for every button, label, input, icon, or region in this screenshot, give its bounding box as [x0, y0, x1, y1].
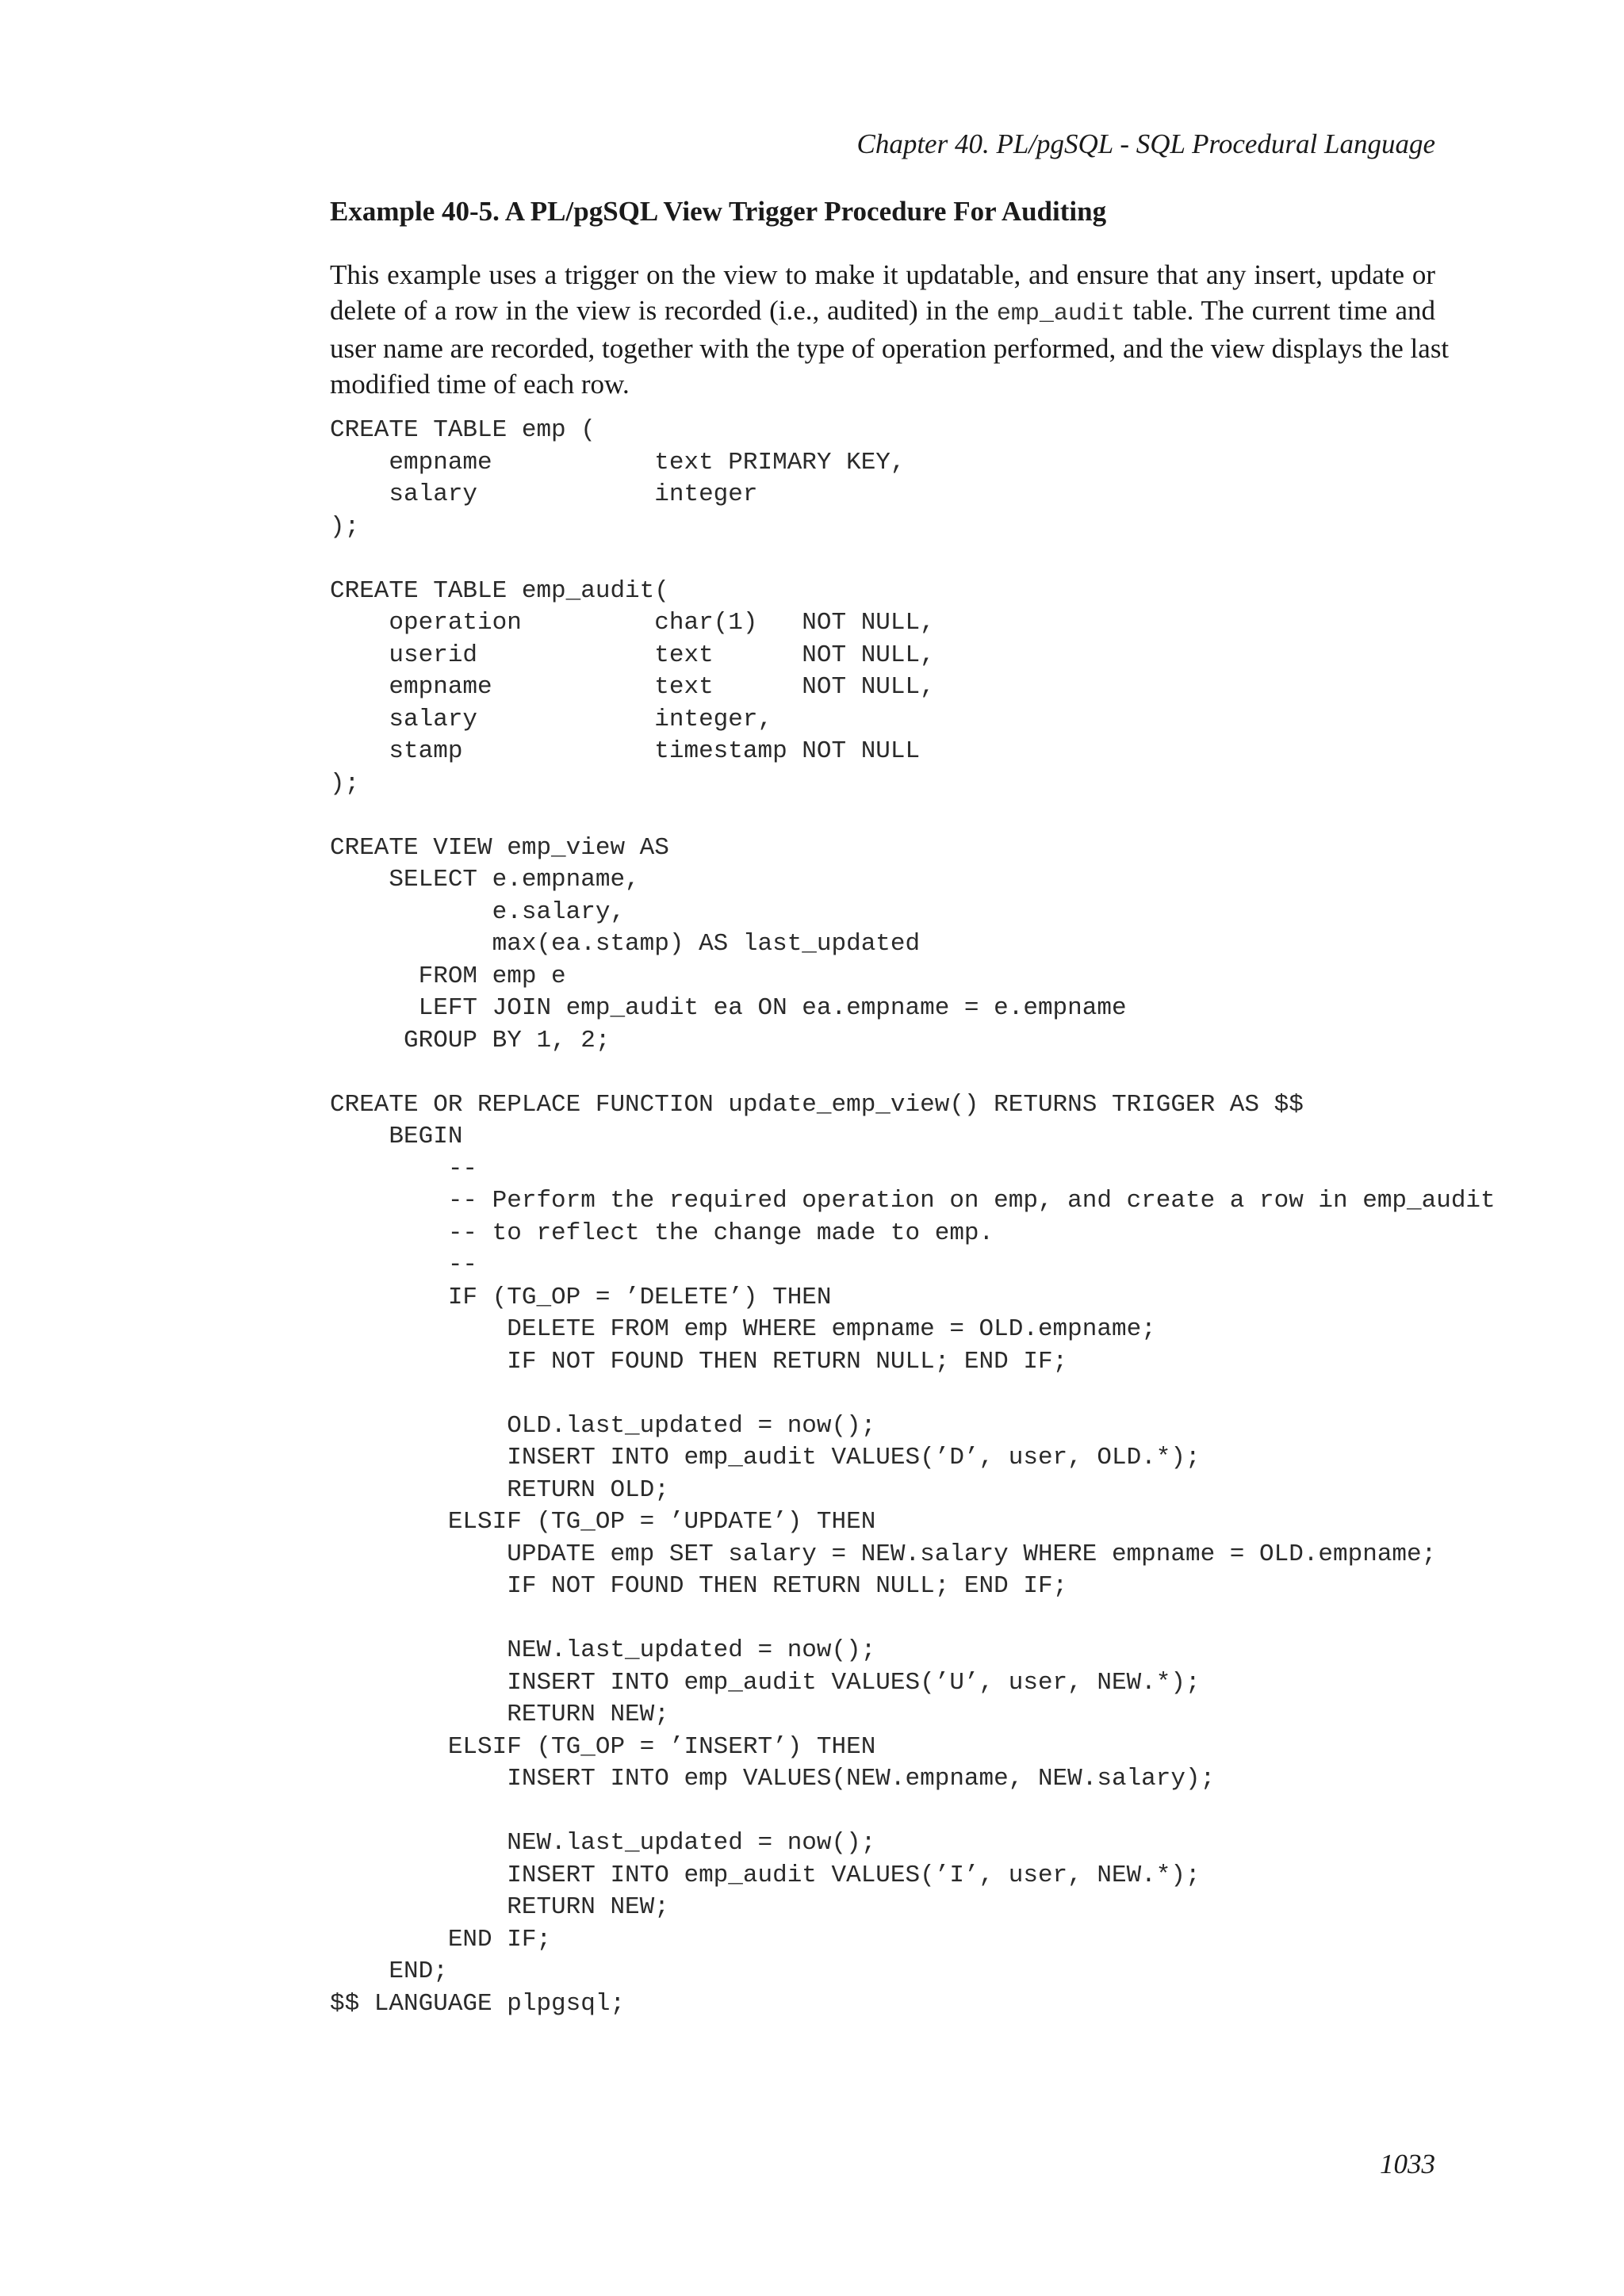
- inline-code-emp-audit: emp_audit: [996, 300, 1125, 327]
- intro-line-2-before: delete of a row in the view is recorded (i.e., audited) in the: [330, 294, 997, 326]
- code-listing: CREATE TABLE emp ( empname text PRIMARY KEY, salary integer ); CREATE TABLE emp_audit( operation char(1) NOT NULL, userid text NOT NULL, empname text NOT NULL, salary integer, stamp timestamp NOT NULL ); CREATE VIEW emp_view AS SELECT e.empname, e.salary, max(ea.stamp) AS last_updated FROM emp e LEFT JOIN emp_audit ea ON ea.empname = e.empname GROUP BY 1, 2; CREATE OR REPLACE FUNCTION update_emp_view() RETURNS TRIGGER AS $$ BEGIN -- -- Perform the required operation on emp, and create a row in emp_audit -- to reflect the change made to emp. -- IF (TG_OP = ’DELETE’) THEN DELETE FROM emp WHERE empname = OLD.empname; IF NOT FOUND THEN RETURN NULL; END IF; OLD.last_updated = now(); INSERT INTO emp_audit VALUES(’D’, user, OLD.*); RETURN OLD; ELSIF (TG_OP = ’UPDATE’) THEN UPDATE emp SET salary = NEW.salary WHERE empname = OLD.empname; IF NOT FOUND THEN RETURN NULL; END IF; NEW.last_updated = now(); INSERT INTO emp_audit VALUES(’U’, user, NEW.*); RETURN NEW; ELSIF (TG_OP = ’INSERT’) THEN INSERT INTO emp VALUES(NEW.empname, NEW.salary); NEW.last_updated = now(); INSERT INTO emp_audit VALUES(’I’, user, NEW.*); RETURN NEW; END IF; END; $$ LANGUAGE plpgsql;: [330, 416, 1496, 2018]
- intro-line-2-after: table. The current time and: [1124, 294, 1435, 326]
- intro-line-4: modified time of each row.: [330, 368, 630, 400]
- intro-paragraph: [330, 258, 1450, 402]
- page-number: 1033: [1380, 2149, 1435, 2179]
- intro-line-2: [330, 293, 1435, 332]
- intro-line-3: user name are recorded, together with the type of operation performed, and the view displays the last: [330, 333, 1450, 364]
- intro-line-1: This example uses a trigger on the view to make it updatable, and ensure that any insert, update or: [330, 259, 1435, 290]
- example-title: Example 40-5. A PL/pgSQL View Trigger Procedure For Auditing: [330, 196, 1107, 227]
- running-header: Chapter 40. PL/pgSQL - SQL Procedural Language: [856, 128, 1435, 159]
